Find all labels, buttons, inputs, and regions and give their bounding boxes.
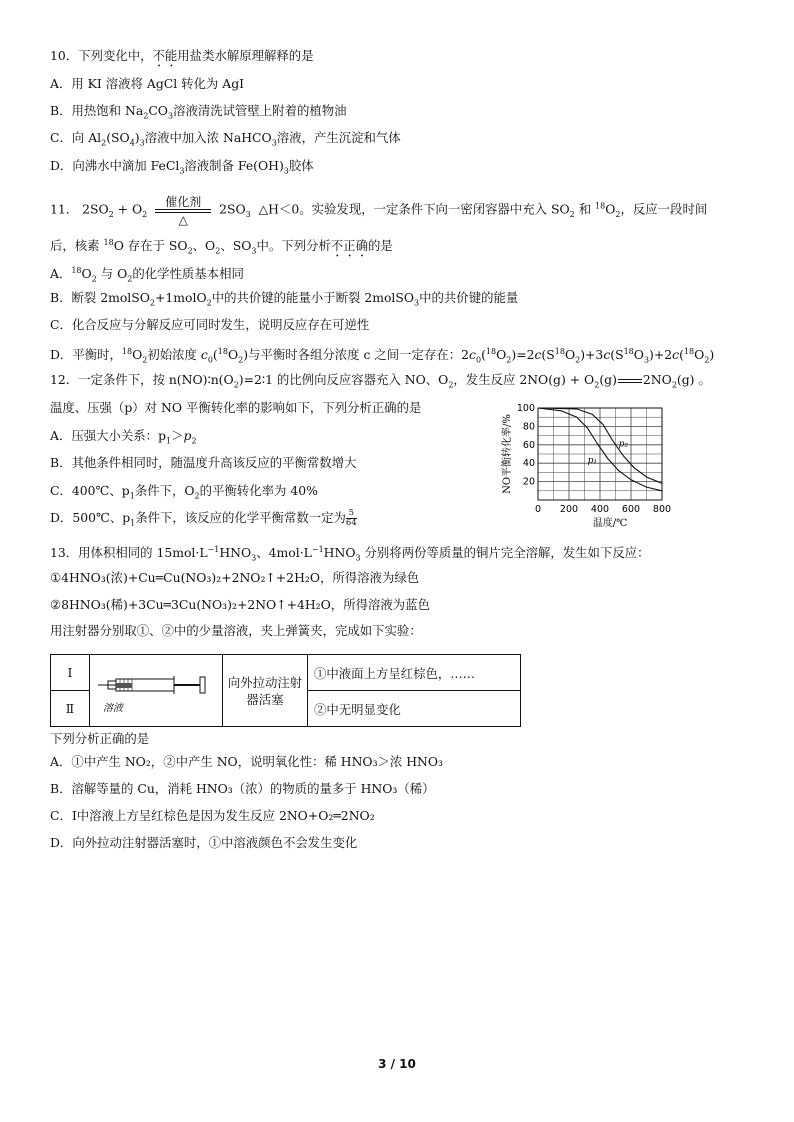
q11-option-b: B．断裂 2molSO$_2$+1molO$_2$中的共价键的能量小于断裂 2molSO$_3$中的共价键的能量 [50,290,519,308]
q10-option-b: B．用热饱和 $Na_2CO_3$溶液清洗试管壁上附着的植物油 [50,103,347,121]
q12-option-c: C．400℃、$p_1$条件下，$O_2$的平衡转化率为 40% [50,483,318,501]
series-label-p1: p₁ [587,456,597,467]
q11-stem: 11． $2SO_2 + O_2$ 催化剂 △ $2SO_3$ △H＜0。实验发现，一定条件下向一密闭容器中充入 $SO_2$ 和 $^{18}O_2$，反应一段时间 [50,195,708,227]
y-tick-label: 80 [522,421,535,433]
q13-stem: 13．用体积相同的 $15mol\cdot L^{-1}HNO_3$、$4mol\cdot L^{-1}HNO_3$ 分别将两份等质量的铜片完全溶解，发生如下反应： [50,545,650,563]
x-axis-label: 温度/℃ [592,518,628,529]
page-number: 3 / 10 [378,1057,416,1071]
q12-option-a: A．压强大小关系：$p_1>p_2$ [50,428,197,446]
q11-option-d: D．平衡时，$^{18}O_2$初始浓度 $c_0(^{18}O_2)$与平衡时各组分浓度 c 之间一定存在：$2c_0(^{18}O_2)=2c(S^{18}O_2)+3c(S^{18}O_3)+2c(^{18}O_2)$ [50,347,715,365]
y-tick-label: 40 [522,458,535,470]
result-1: ①中液面上方呈红棕色，…… [308,655,521,691]
y-tick-label: 100 [516,403,535,414]
result-2: ②中无明显变化 [308,691,521,727]
y-tick-label: 60 [522,439,535,451]
x-tick-label: 0 [534,504,542,515]
q12-option-d: D．500℃、$p_1$条件下，该反应的化学平衡常数一定为 $\frac{5}{64}$ [50,508,357,528]
x-tick-label: 800 [652,504,672,515]
table-row-label-2: Ⅱ [51,691,90,727]
q13-option-d: D．向外拉动注射器活塞时，①中溶液颜色不会发生变化 [50,835,358,850]
q13-option-c: C．Ⅰ中溶液上方呈红棕色是因为发生反应 2NO+O₂═2NO₂ [50,808,375,823]
q12-option-b: B．其他条件相同时，随温度升高该反应的平衡常数增大 [50,455,357,470]
x-tick-label: 400 [590,504,610,515]
table-row-label-1: Ⅰ [51,655,90,691]
q13-instruction: 用注射器分别取①、②中的少量溶液，夹上弹簧夹，完成如下实验： [50,623,422,638]
equilibrium-arrow [617,375,643,387]
syringe-label: 溶液 [103,703,123,714]
q10-option-a: A．用 KI 溶液将 AgCl 转化为 AgI [50,76,245,91]
q11-stem-cont: 后，核素 $^{18}$O 存在于 $SO_2$、$O_2$、$SO_3$中。下列分析不正确的是 [50,238,393,256]
q13-reaction-2: ②8HNO₃(稀)+3Cu═3Cu(NO₃)₂+2NO↑+4H₂O，所得溶液为蓝色 [50,597,430,612]
q12-stem: 12．一定条件下，按 $n(NO)∶n(O_2)=2∶1$ 的比例向反应容器充入 NO、$O_2$，发生反应 $2NO(g) + O_2(g)$ $2NO_2(g)$ 。 [50,372,711,390]
reversible-arrow: 催化剂 △ [151,195,215,225]
fraction: $\frac{5}{64}$ [345,508,357,528]
y-tick-label: 20 [522,476,535,488]
q10-option-d: D．向沸水中滴加 FeCl$_3$溶液制备 $Fe(OH)_3$胶体 [50,158,314,176]
q13-question: 下列分析正确的是 [50,731,150,746]
q12-stem-cont: 温度、压强（p）对 NO 平衡转化率的影响如下，下列分析正确的是 [50,400,422,415]
series-label-p2: p₂ [618,439,628,450]
action-cell: 向外拉动注射器活塞 [223,655,308,727]
q11-option-a: A．$^{18}O_2$ 与 $O_2$的化学性质基本相同 [50,266,244,284]
q10-option-c: C．向 $Al_2(SO_4)_3$溶液中加入浓 NaHCO$_3$溶液，产生沉淀和气体 [50,130,401,148]
x-tick-label: 600 [621,504,641,515]
q13-option-a: A．①中产生 NO₂，②中产生 NO，说明氧化性：稀 HNO₃＞浓 HNO₃ [50,754,444,769]
q13-option-b: B．溶解等量的 Cu，消耗 HNO₃（浓）的物质的量多于 HNO₃（稀） [50,781,435,796]
x-tick-label: 200 [559,504,579,515]
q11-option-c: C．化合反应与分解反应可同时发生，说明反应存在可逆性 [50,317,370,332]
q13-reaction-1: ①4HNO₃(浓)+Cu═Cu(NO₃)₂+2NO₂↑+2H₂O，所得溶液为绿色 [50,570,420,585]
q10-stem: 10．下列变化中，不能用盐类水解原理解释的是 [50,48,314,63]
no-conversion-chart [500,400,680,530]
y-axis-label: NO平衡转化率/% [502,414,513,494]
